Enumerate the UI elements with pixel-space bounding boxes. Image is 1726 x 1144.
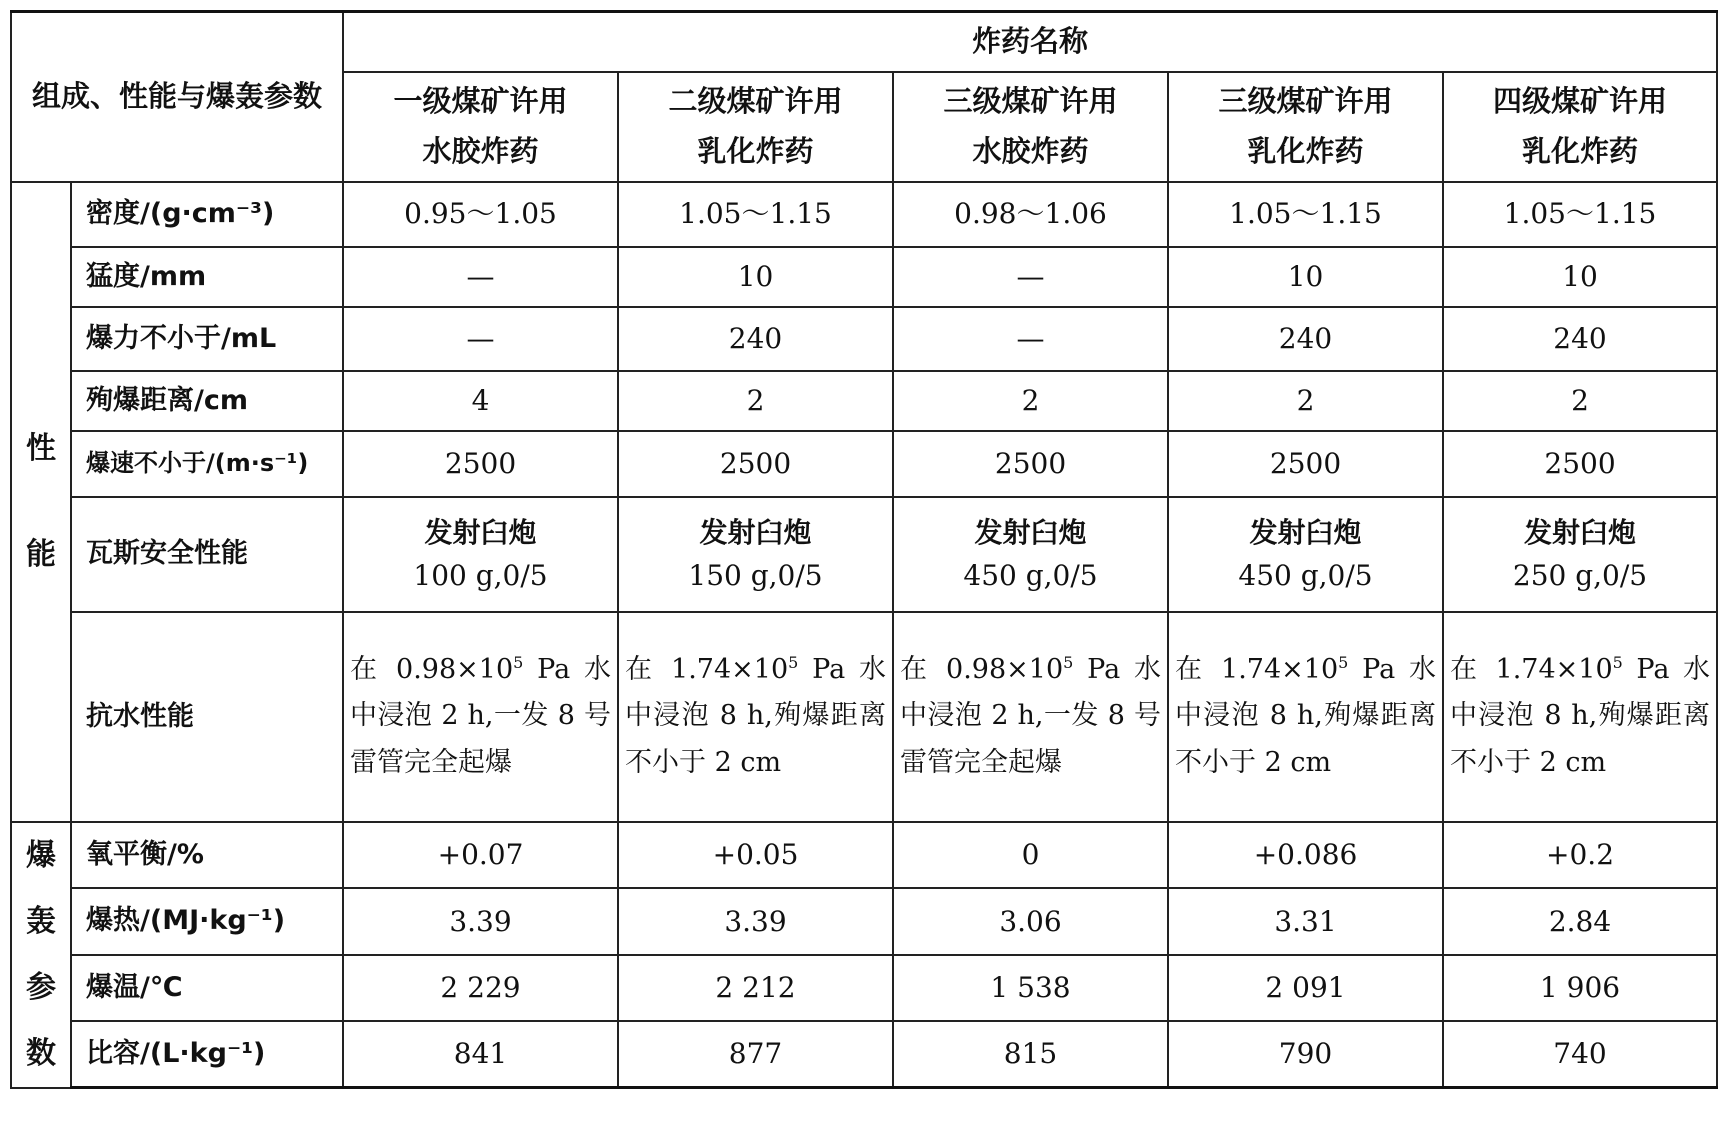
table-cell: 2 091 bbox=[1168, 955, 1443, 1022]
table-row bbox=[11, 307, 1717, 371]
column-header-line: 一级煤矿许用 bbox=[393, 84, 568, 119]
water-resistance-cell bbox=[893, 612, 1168, 822]
table-cell bbox=[618, 497, 893, 612]
column-header-line: 水胶炸药 bbox=[972, 133, 1089, 168]
corner-header: 组成、性能与爆轰参数 bbox=[11, 12, 343, 182]
water-text-post: Pa 水中浸泡 8 h,殉爆距离不小于 2 cm bbox=[1175, 653, 1437, 778]
water-text-pre: 在 1.74×10 bbox=[1450, 653, 1613, 685]
table-cell: 4 bbox=[343, 371, 618, 431]
table-cell: 0.95～1.05 bbox=[343, 182, 618, 247]
table-cell: 10 bbox=[1168, 247, 1443, 307]
table-row bbox=[11, 497, 1717, 612]
water-text-pre: 在 1.74×10 bbox=[1175, 653, 1339, 685]
water-text-exp: 5 bbox=[513, 652, 524, 672]
table-cell: 3.06 bbox=[893, 888, 1168, 955]
table-cell: — bbox=[893, 307, 1168, 371]
table-cell: 2500 bbox=[343, 431, 618, 497]
table-cell: 3.31 bbox=[1168, 888, 1443, 955]
column-header-line: 乳化炸药 bbox=[697, 133, 814, 168]
gas-test-result: 150 g,0/5 bbox=[688, 559, 823, 592]
group-char: 爆 bbox=[26, 837, 56, 873]
table-cell: 740 bbox=[1443, 1021, 1717, 1088]
row-label: 比容/(L·kg⁻¹) bbox=[71, 1021, 343, 1088]
table-cell: 1.05～1.15 bbox=[1443, 182, 1717, 247]
column-header bbox=[343, 72, 618, 182]
row-label: 氧平衡/% bbox=[71, 822, 343, 889]
explosive-properties-table-page bbox=[10, 10, 1716, 1089]
table-cell bbox=[893, 497, 1168, 612]
column-header-line: 四级煤矿许用 bbox=[1493, 84, 1668, 119]
gas-test-result: 450 g,0/5 bbox=[1238, 559, 1373, 592]
table-row bbox=[11, 182, 1717, 247]
table-cell: 877 bbox=[618, 1021, 893, 1088]
row-label: 猛度/mm bbox=[71, 247, 343, 307]
table-cell: 841 bbox=[343, 1021, 618, 1088]
table-cell: 10 bbox=[1443, 247, 1717, 307]
table-cell: 815 bbox=[893, 1021, 1168, 1088]
table-row bbox=[11, 822, 1717, 889]
detonation-group-label bbox=[11, 822, 71, 1088]
row-label: 殉爆距离/cm bbox=[71, 371, 343, 431]
gas-test-name: 发射臼炮 bbox=[424, 515, 537, 549]
table-cell: 2500 bbox=[893, 431, 1168, 497]
table-cell: 2 212 bbox=[618, 955, 893, 1022]
gas-test-name: 发射臼炮 bbox=[699, 515, 812, 549]
column-header bbox=[618, 72, 893, 182]
water-text-post: Pa 水中浸泡 8 h,殉爆距离不小于 2 cm bbox=[1450, 653, 1711, 778]
table-row bbox=[11, 431, 1717, 497]
column-header-line: 三级煤矿许用 bbox=[1218, 84, 1393, 119]
water-resistance-cell bbox=[1443, 612, 1717, 822]
column-header bbox=[1168, 72, 1443, 182]
table-row bbox=[11, 612, 1717, 822]
table-cell: 2 bbox=[618, 371, 893, 431]
water-text-pre: 在 0.98×10 bbox=[350, 653, 514, 685]
water-text-pre: 在 0.98×10 bbox=[900, 653, 1064, 685]
row-label: 密度/(g·cm⁻³) bbox=[71, 182, 343, 247]
column-header-line: 乳化炸药 bbox=[1522, 133, 1639, 168]
table-cell: 2500 bbox=[618, 431, 893, 497]
table-row bbox=[11, 371, 1717, 431]
explosive-properties-table bbox=[10, 10, 1718, 1089]
table-cell bbox=[1443, 497, 1717, 612]
table-cell: 2500 bbox=[1443, 431, 1717, 497]
table-cell: — bbox=[893, 247, 1168, 307]
table-cell: 240 bbox=[1443, 307, 1717, 371]
row-label: 瓦斯安全性能 bbox=[71, 497, 343, 612]
table-row bbox=[11, 888, 1717, 955]
group-char: 数 bbox=[26, 1035, 56, 1071]
column-header-line: 三级煤矿许用 bbox=[943, 84, 1118, 119]
water-text-post: Pa 水中浸泡 8 h,殉爆距离不小于 2 cm bbox=[625, 653, 887, 778]
group-char: 参 bbox=[26, 969, 56, 1005]
table-cell: 10 bbox=[618, 247, 893, 307]
table-cell: 0 bbox=[893, 822, 1168, 889]
group-char: 能 bbox=[26, 536, 56, 572]
table-cell: 3.39 bbox=[618, 888, 893, 955]
table-cell: 3.39 bbox=[343, 888, 618, 955]
water-text-exp: 5 bbox=[1063, 652, 1074, 672]
table-cell: 2 bbox=[1168, 371, 1443, 431]
column-header bbox=[893, 72, 1168, 182]
table-cell: +0.2 bbox=[1443, 822, 1717, 889]
water-text-exp: 5 bbox=[1612, 652, 1623, 672]
column-header-line: 水胶炸药 bbox=[422, 133, 539, 168]
water-text-exp: 5 bbox=[1338, 652, 1349, 672]
column-header bbox=[1443, 72, 1717, 182]
gas-test-result: 450 g,0/5 bbox=[963, 559, 1098, 592]
gas-test-name: 发射臼炮 bbox=[974, 515, 1087, 549]
table-cell: +0.05 bbox=[618, 822, 893, 889]
row-label: 爆热/(MJ·kg⁻¹) bbox=[71, 888, 343, 955]
explosive-name-header: 炸药名称 bbox=[343, 12, 1717, 72]
row-label: 爆力不小于/mL bbox=[71, 307, 343, 371]
table-cell: 1.05～1.15 bbox=[1168, 182, 1443, 247]
table-cell: 240 bbox=[618, 307, 893, 371]
table-cell: +0.086 bbox=[1168, 822, 1443, 889]
table-cell: 2 229 bbox=[343, 955, 618, 1022]
group-char: 性 bbox=[26, 430, 56, 466]
gas-test-result: 250 g,0/5 bbox=[1512, 559, 1648, 592]
row-label: 爆速不小于/(m·s⁻¹) bbox=[71, 431, 343, 497]
gas-test-name: 发射臼炮 bbox=[1524, 515, 1637, 549]
table-row bbox=[11, 1021, 1717, 1088]
water-text-exp: 5 bbox=[788, 652, 799, 672]
table-cell: — bbox=[343, 307, 618, 371]
table-cell: +0.07 bbox=[343, 822, 618, 889]
table-cell: 240 bbox=[1168, 307, 1443, 371]
gas-test-result: 100 g,0/5 bbox=[413, 559, 548, 592]
water-text-post: Pa 水中浸泡 2 h,一发 8 号雷管完全起爆 bbox=[900, 653, 1162, 778]
column-header-line: 二级煤矿许用 bbox=[668, 84, 843, 119]
table-row bbox=[11, 247, 1717, 307]
table-cell: 790 bbox=[1168, 1021, 1443, 1088]
water-resistance-cell bbox=[618, 612, 893, 822]
table-cell: 2500 bbox=[1168, 431, 1443, 497]
table-cell bbox=[1168, 497, 1443, 612]
column-header-line: 乳化炸药 bbox=[1247, 133, 1364, 168]
water-text-post: Pa 水中浸泡 2 h,一发 8 号雷管完全起爆 bbox=[350, 653, 612, 778]
water-resistance-cell bbox=[1168, 612, 1443, 822]
group-char: 轰 bbox=[26, 903, 56, 939]
table-cell bbox=[343, 497, 618, 612]
row-label: 抗水性能 bbox=[71, 612, 343, 822]
table-cell: 1 538 bbox=[893, 955, 1168, 1022]
table-cell: 2 bbox=[893, 371, 1168, 431]
table-cell: 1.05～1.15 bbox=[618, 182, 893, 247]
table-cell: — bbox=[343, 247, 618, 307]
row-label: 爆温/℃ bbox=[71, 955, 343, 1022]
water-text-pre: 在 1.74×10 bbox=[625, 653, 789, 685]
table-cell: 2 bbox=[1443, 371, 1717, 431]
water-resistance-cell bbox=[343, 612, 618, 822]
table-cell: 1 906 bbox=[1443, 955, 1717, 1022]
gas-test-name: 发射臼炮 bbox=[1249, 515, 1362, 549]
table-cell: 0.98～1.06 bbox=[893, 182, 1168, 247]
table-cell: 2.84 bbox=[1443, 888, 1717, 955]
performance-group-label bbox=[11, 182, 71, 822]
table-row bbox=[11, 955, 1717, 1022]
